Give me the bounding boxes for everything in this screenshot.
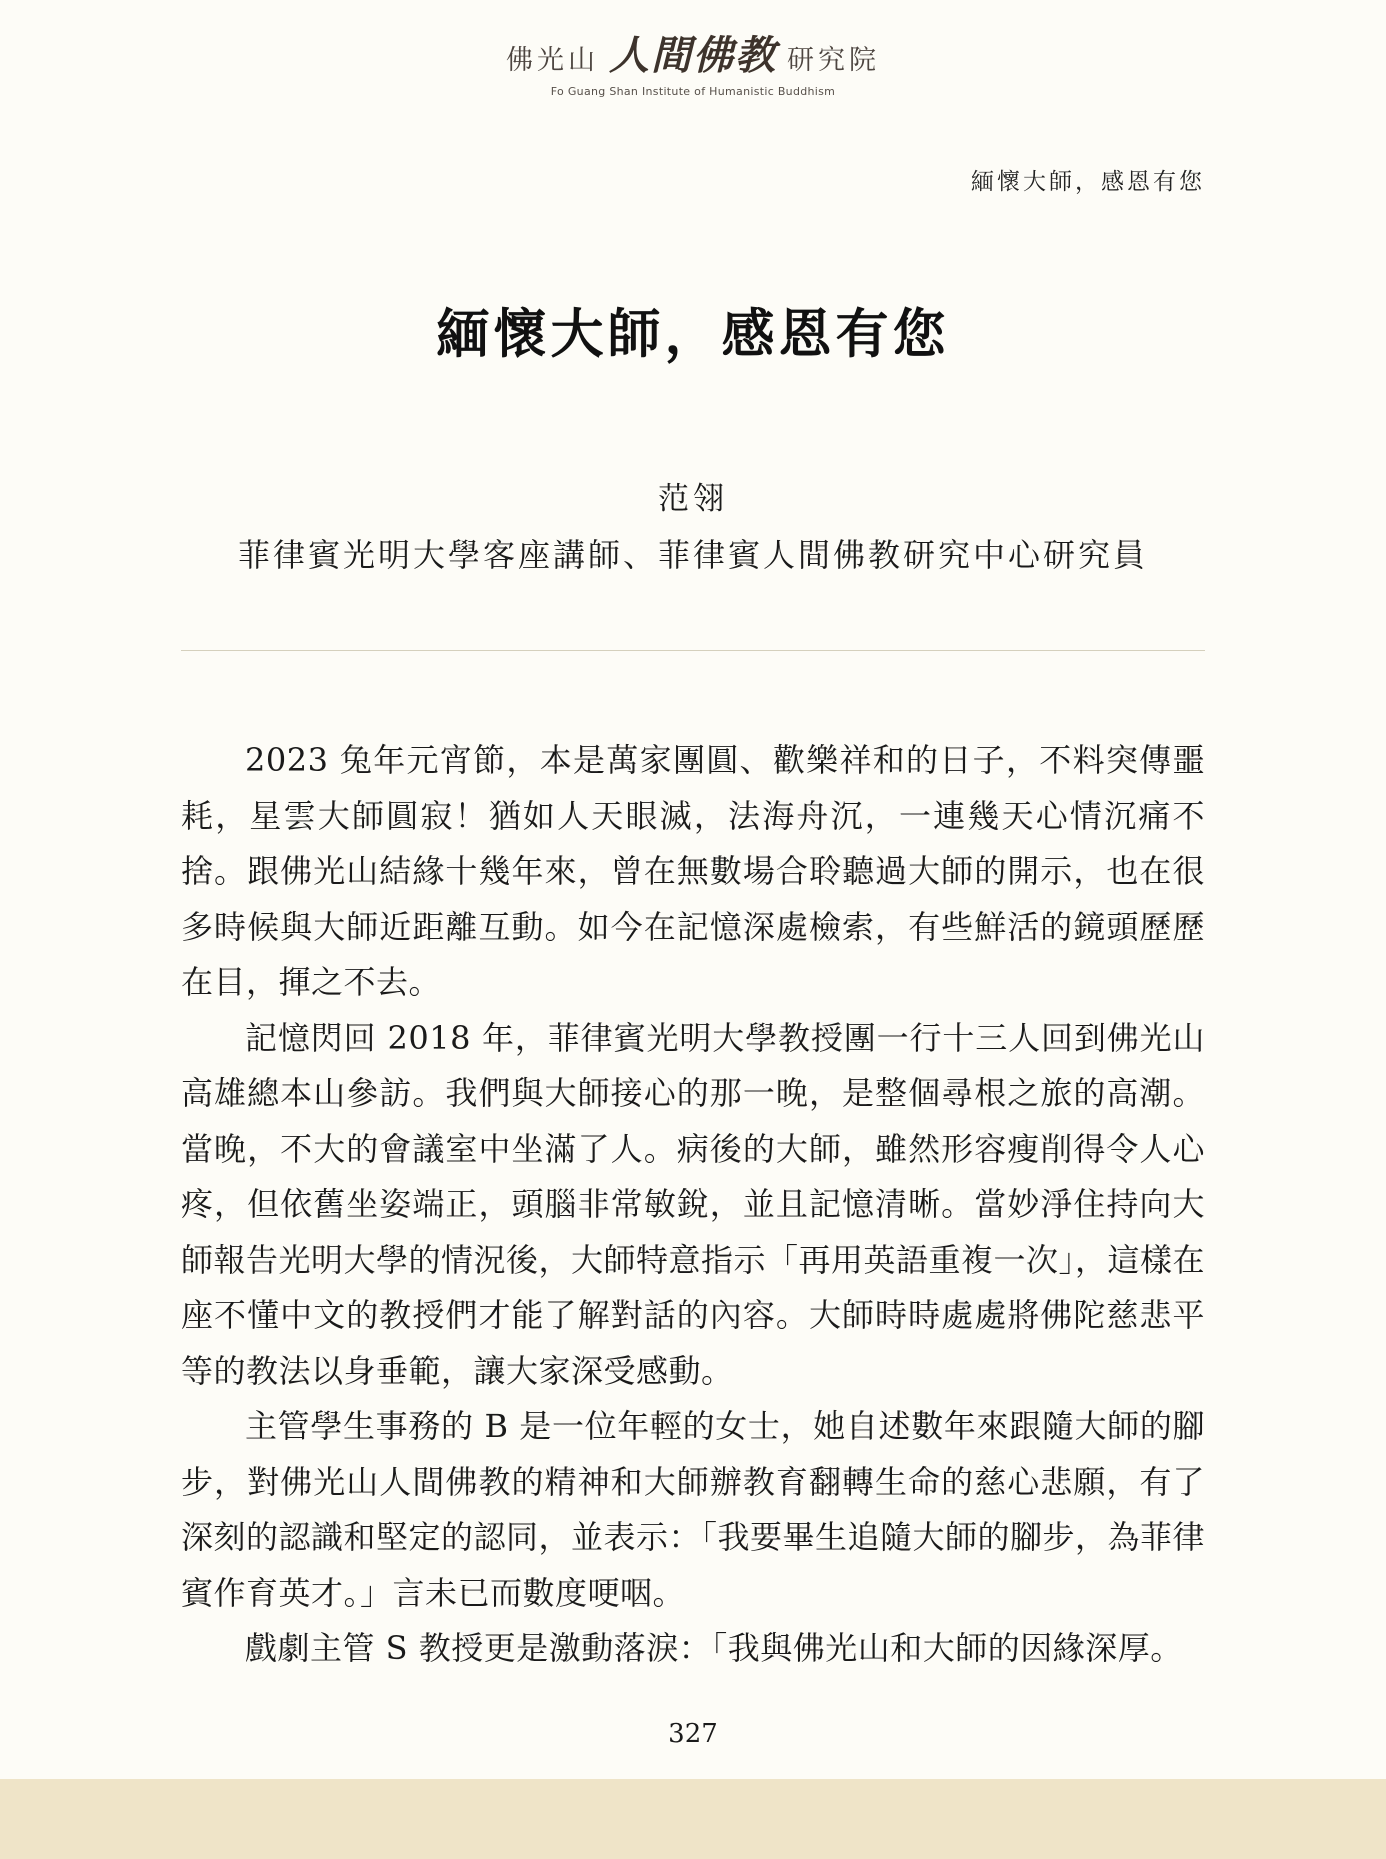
logo-wordmark [506, 24, 880, 81]
logo-right-text: 研究院 [787, 45, 880, 76]
running-header: 緬懷大師，感恩有您 [971, 169, 1205, 195]
paragraph: 戲劇主管 S 教授更是激動落淚：「我與佛光山和大師的因緣深厚。 [245, 1629, 1183, 1667]
institute-logo [0, 24, 1386, 98]
logo-left-text: 佛光山 [506, 45, 599, 76]
logo-english-text: Fo Guang Shan Institute of Humanistic Buddhism [550, 85, 836, 98]
logo-center-text: 人間佛教 [609, 32, 777, 79]
paragraph: 2023 兔年元宵節，本是萬家團圓、歡樂祥和的日子，不料突傳噩耗，星雲大師圓寂！猶如人天眼滅，法海舟沉，一連幾天心情沉痛不捨。跟佛光山結緣十幾年來，曾在無數場合聆聽過大師的開示，也在很多時候與大師近距離互動。如今在記憶深處檢索，有些鮮活的鏡頭歷歷在目，揮之不去。 [181, 741, 1205, 1001]
paragraph: 記憶閃回 2018 年，菲律賓光明大學教授團一行十三人回到佛光山高雄總本山參訪。我們與大師接心的那一晚，是整個尋根之旅的高潮。當晚，不大的會議室中坐滿了人。病後的大師，雖然形容瘦削得令人心疼，但依舊坐姿端正，頭腦非常敏銳，並且記憶清晰。當妙淨住持向大師報告光明大學的情況後，大師特意指示「再用英語重複一次」，這樣在座不懂中文的教授們才能了解對話的內容。大師時時處處將佛陀慈悲平等的教法以身垂範，讓大家深受感動。 [181, 1018, 1206, 1390]
footer-band [0, 1779, 1386, 1859]
page-number: 327 [668, 1719, 718, 1749]
article-title: 緬懷大師，感恩有您 [436, 303, 950, 365]
author-name: 范翎 [658, 481, 728, 517]
author-affiliation: 菲律賓光明大學客座講師、菲律賓人間佛教研究中心研究員 [237, 536, 1148, 574]
section-divider [181, 650, 1205, 651]
article-body [181, 733, 1205, 1677]
paragraph: 主管學生事務的 B 是一位年輕的女士，她自述數年來跟隨大師的腳步，對佛光山人間佛教的精神和大師辦教育翻轉生命的慈心悲願，有了深刻的認識和堅定的認同，並表示：「我要畢生追隨大師的腳步，為菲律賓作育英才。」言未已而數度哽咽。 [181, 1407, 1206, 1612]
